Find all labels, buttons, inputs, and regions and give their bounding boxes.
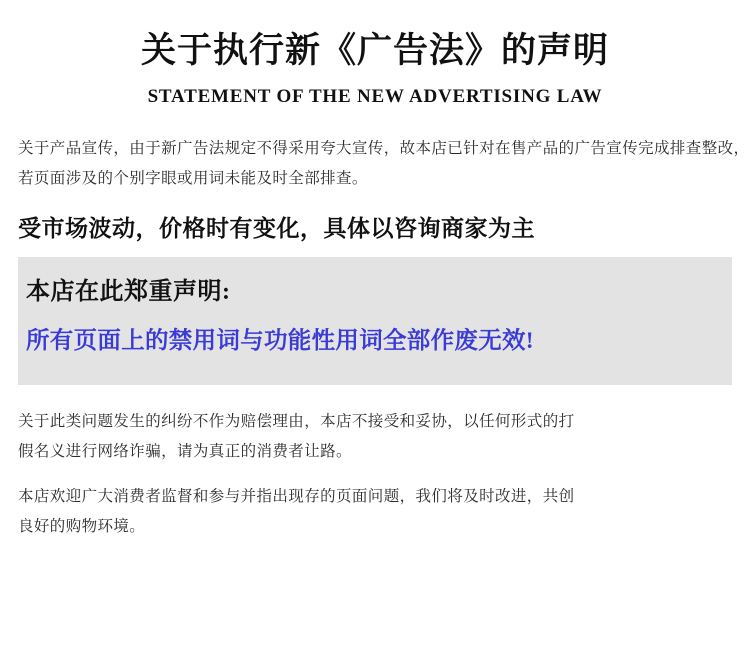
closing-1-line-2: 假名义进行网络诈骗，请为真正的消费者让路。 bbox=[18, 443, 352, 461]
market-fluctuation-notice: 受市场波动，价格时有变化，具体以咨询商家为主 bbox=[18, 216, 535, 242]
page-title-chinese: 关于执行新《广告法》的声明 bbox=[140, 30, 609, 71]
intro-paragraph bbox=[18, 134, 750, 194]
highlight-block bbox=[18, 257, 732, 385]
closing-paragraph-2 bbox=[18, 482, 732, 542]
statement-document bbox=[0, 30, 750, 649]
closing-paragraph-1 bbox=[18, 407, 732, 467]
intro-line-1: 关于产品宣传，由于新广告法规定不得采用夸大宣传，故本店已针对在售产品的广告宣传完成排查整改， bbox=[18, 140, 750, 157]
solemn-declaration-heading: 本店在此郑重声明: bbox=[26, 279, 231, 306]
closing-2-line-2: 良好的购物环境。 bbox=[18, 517, 146, 535]
closing-1-line-1: 关于此类问题发生的纠纷不作为赔偿理由，本店不接受和妥协，以任何形式的打 bbox=[18, 413, 575, 431]
intro-line-2: 若页面涉及的个别字眼或用词未能及时全部排查。 bbox=[18, 170, 368, 188]
banned-words-void-statement: 所有页面上的禁用词与功能性用词全部作废无效! bbox=[26, 327, 534, 354]
page-title-english: STATEMENT OF THE NEW ADVERTISING LAW bbox=[147, 86, 603, 107]
closing-2-line-1: 本店欢迎广大消费者监督和参与并指出现存的页面问题，我们将及时改进，共创 bbox=[18, 487, 575, 505]
